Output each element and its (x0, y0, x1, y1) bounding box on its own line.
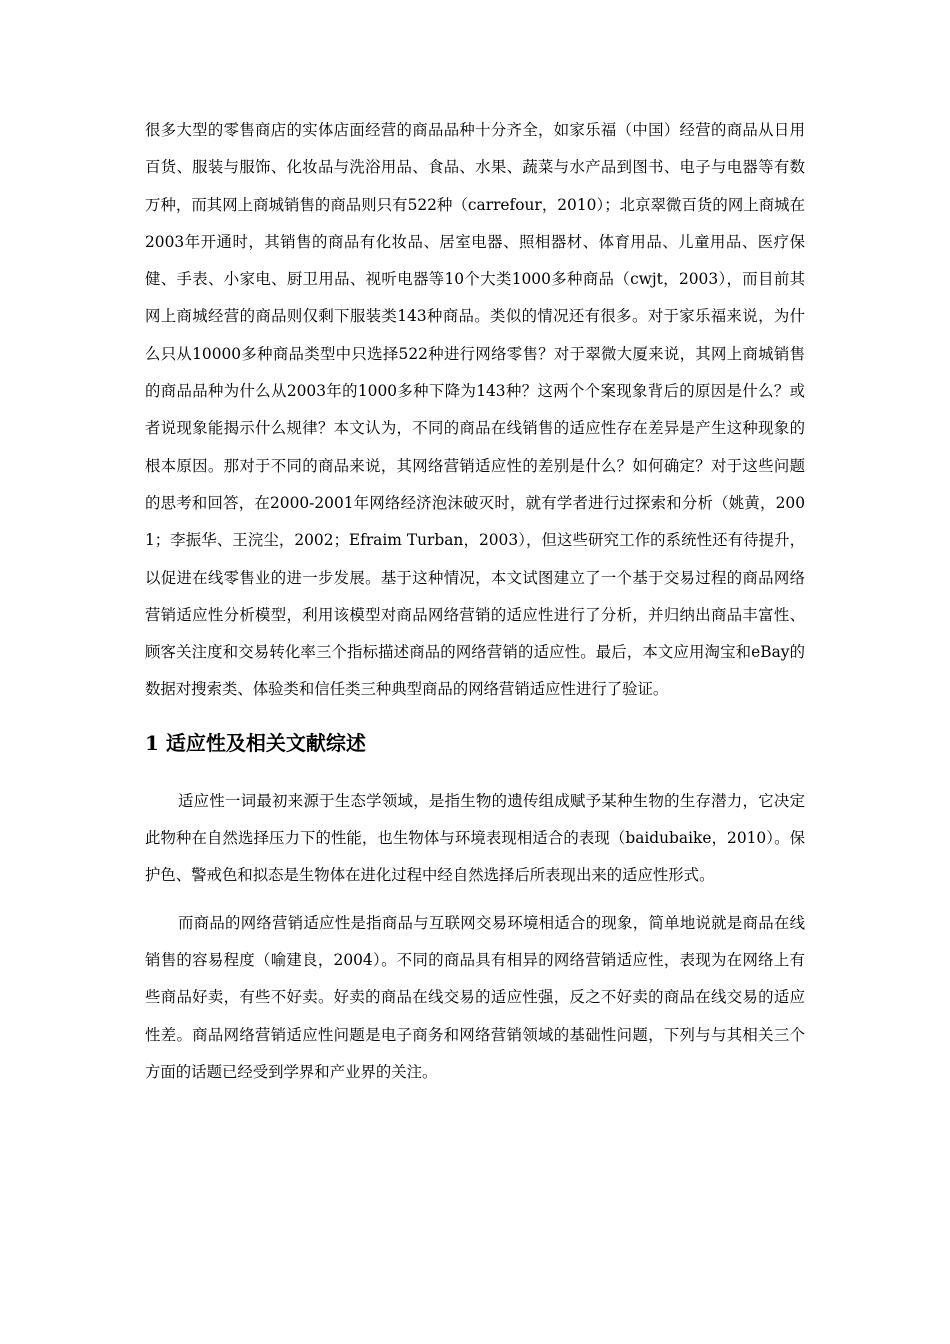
paragraph-gap (145, 895, 805, 905)
section-paragraph: 适应性一词最初来源于生态学领域，是指生物的遗传组成赋予某种生物的生存潜力，它决定此物种在自然选择压力下的性能，也生物体与环境表现相适合的表现（baidubaike，2010）。保护色、警戒色和拟态是生物体在进化过程中经自然选择后所表现出来的适应性形式。 (145, 791, 805, 885)
section-paragraph: 而商品的网络营销适应性是指商品与互联网交易环境相适合的现象，简单地说就是商品在线销售的容易程度（喻建良，2004）。不同的商品具有相异的网络营销适应性，表现为在网络上有些商品好卖，有些不好卖。好卖的商品在线交易的适应性强，反之不好卖的商品在线交易的适应性差。商品网络营销适应性问题是电子商务和网络营销领域的基础性问题，下列与与其相关三个方面的话题已经受到学界和产业界的关注。 (145, 913, 805, 1081)
section-heading: 1 适应性及相关文献综述 (145, 730, 366, 755)
intro-paragraph: 很多大型的零售商店的实体店面经营的商品品种十分齐全，如家乐福（中国）经营的商品从日用百货、服装与服饰、化妆品与洗浴用品、食品、水果、蔬菜与水产品到图书、电子与电器等有数万种，而其网上商城销售的商品则只有522种（carrefour，2010）；北京翠微百货的网上商城在2003年开通时，其销售的商品有化妆品、居室电器、照相器材、体育用品、儿童用品、医疗保健、手表、小家电、厨卫用品、视听电器等10个大类1000多种商品（cwjt，2003），而目前其网上商城经营的商品则仅剩下服装类143种商品。类似的情况还有很多。对于家乐福来说，为什么只从10000多种商品类型中只选择522种进行网络零售？对于翠微大厦来说，其网上商城销售的商品品种为什么从2003年的1000多种下降为143种？这两个个案现象背后的原因是什么？或者说现象能揭示什么规律？本文认为，不同的商品在线销售的适应性存在差异是产生这种现象的根本原因。那对于不同的商品来说，其网络营销适应性的差别是什么？如何确定？对于这些问题的思考和回答，在2000-2001年网络经济泡沫破灭时，就有学者进行过探索和分析（姚黄，2001；李振华、王浣尘，2002；Efraim Turban，2003），但这些研究工作的系统性还有待提升，以促进在线零售业的进一步发展。基于这种情况，本文试图建立了一个基于交易过程的商品网络营销适应性分析模型，利用该模型对商品网络营销的适应性进行了分析，并归纳出商品丰富性、顾客关注度和交易转化率三个指标描述商品的网络营销的适应性。最后，本文应用淘宝和eBay的数据对搜索类、体验类和信任类三种典型商品的网络营销适应性进行了验证。 (145, 121, 805, 699)
document-body (145, 112, 805, 1091)
